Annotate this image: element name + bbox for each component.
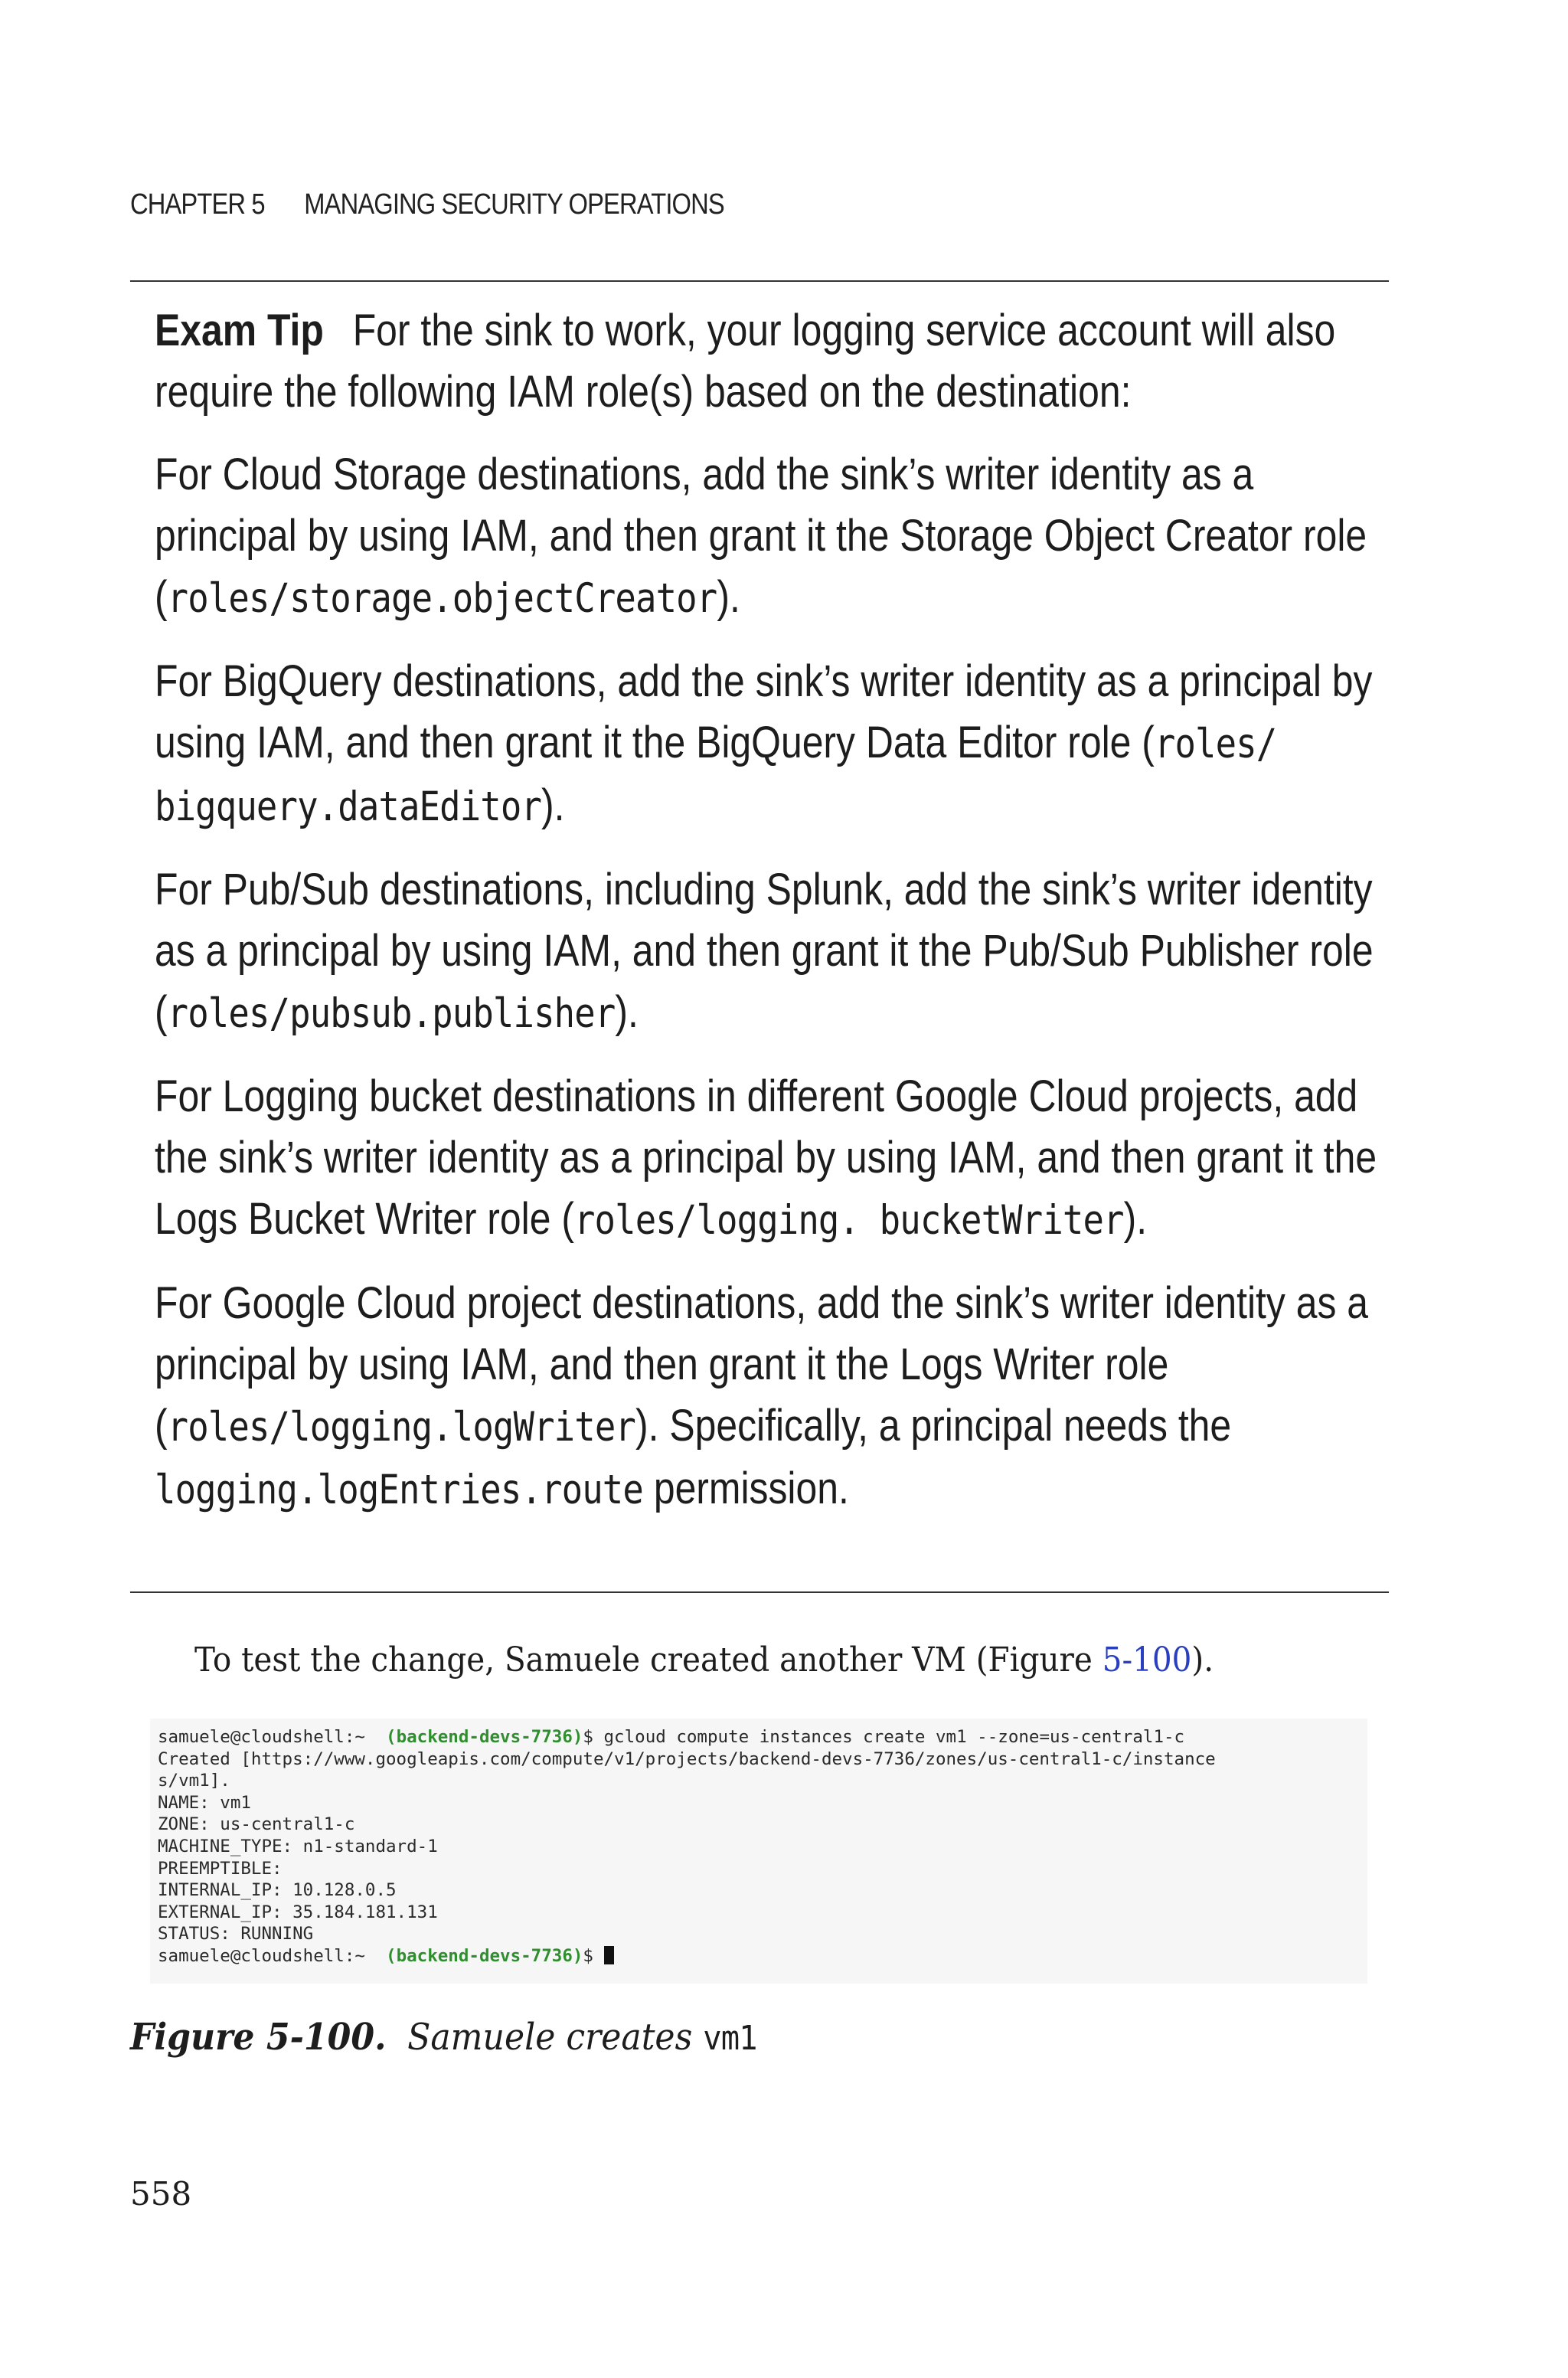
chapter-label: CHAPTER 5 — [130, 188, 265, 221]
terminal-output-line: NAME: vm1 — [158, 1792, 251, 1813]
terminal-output-line: ZONE: us-central1-c — [158, 1814, 355, 1835]
terminal-output-line: Created [https://www.googleapis.com/compute/v1/projects/backend-devs-7736/zones/us-central1-c/instance — [158, 1748, 1216, 1769]
role-code: roles/pubsub.publisher — [167, 990, 616, 1037]
exam-tip-label: Exam Tip — [155, 306, 324, 355]
terminal-output-line: EXTERNAL_IP: 35.184.181.131 — [158, 1902, 438, 1922]
caption-code: vm1 — [703, 2019, 757, 2058]
exam-tip-item-cloud-storage: For Cloud Storage destinations, add the sink’s writer identity as a principal by using IAM, and then grant it the Storage Object Creator role (roles/storage.objectCreator). — [155, 450, 1367, 622]
terminal-prompt-line: samuele@cloudshell:~ (backend-devs-7736)$ — [158, 1945, 1360, 1967]
role-code: roles/logging.logWriter — [167, 1404, 636, 1451]
exam-tip-item-pubsub: For Pub/Sub destinations, including Splunk, add the sink’s writer identity as a principal by using IAM, and then grant it the Pub/Sub Publisher role (roles/pubsub.publisher). — [155, 865, 1374, 1037]
exam-tip-bottom-rule — [130, 1591, 1389, 1593]
page-number: 558 — [130, 2175, 192, 2213]
figure-caption: Figure 5-100. Samuele creates vm1 — [130, 2016, 757, 2059]
terminal-cursor — [604, 1946, 614, 1964]
exam-tip — [155, 300, 1395, 1542]
terminal-command-line: samuele@cloudshell:~ (backend-devs-7736)$ gcloud compute instances create vm1 --zone=us-central1-c — [158, 1727, 1185, 1747]
exam-tip-intro: Exam Tip For the sink to work, your logging service account will also require the following IAM role(s) based on the destination: — [155, 306, 1336, 417]
exam-tip-top-rule — [130, 280, 1389, 282]
running-header — [130, 188, 724, 221]
cloud-shell-terminal — [150, 1719, 1367, 1984]
figure-number: Figure 5-100. — [130, 2016, 387, 2059]
terminal-output-line: INTERNAL_IP: 10.128.0.5 — [158, 1880, 397, 1901]
terminal-output-line: MACHINE_TYPE: n1-standard-1 — [158, 1836, 438, 1856]
exam-tip-item-project: For Google Cloud project destinations, add the sink’s writer identity as a principal by using IAM, and then grant it the Logs Writer role (roles/logging.logWriter). Specifically, a principal needs the logging.logEntries.route permission. — [155, 1278, 1368, 1513]
figure-reference-link[interactable]: 5-100 — [1102, 1640, 1192, 1680]
role-code: roles/storage.objectCreator — [167, 575, 717, 622]
terminal-output-line: PREEMPTIBLE: — [158, 1858, 283, 1879]
exam-tip-item-logging-bucket: For Logging bucket destinations in different Google Cloud projects, add the sink’s writer identity as a principal by using IAM, and then grant it the Logs Bucket Writer role (roles/logging. bucketWriter). — [155, 1071, 1377, 1244]
role-code: roles/logging. bucketWriter — [573, 1197, 1124, 1244]
terminal-output-line: s/vm1]. — [158, 1771, 230, 1791]
role-code: roles/ bigquery.dataEditor — [155, 721, 1277, 830]
exam-tip-item-bigquery: For BigQuery destinations, add the sink’s writer identity as a principal by using IAM, and then grant it the BigQuery Data Editor role (roles/ bigquery.dataEditor). — [155, 656, 1373, 830]
permission-code: logging.logEntries.route — [155, 1467, 643, 1513]
chapter-title: MANAGING SECURITY OPERATIONS — [304, 188, 724, 221]
terminal-output-line: STATUS: RUNNING — [158, 1924, 314, 1945]
body-paragraph: To test the change, Samuele created another VM (Figure 5-100). — [194, 1640, 1214, 1680]
